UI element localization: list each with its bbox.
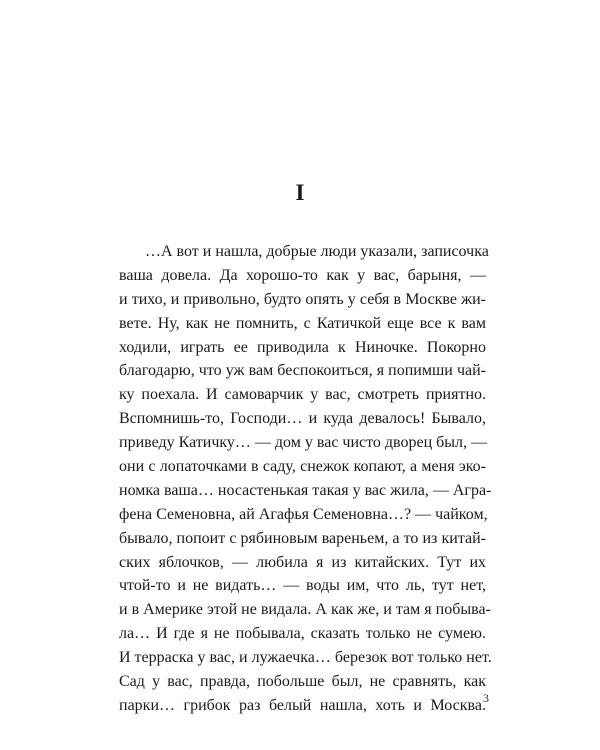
text-line: ку поехала. И самоварчик у вас, смотреть приятно. — [119, 386, 486, 404]
text-line: Сад у вас, правда, побольше был, не сравнять, как — [119, 673, 486, 691]
text-line: они с лопаточками в саду, снежок копают, а меня эко- — [119, 458, 486, 476]
chapter-heading: I — [295, 180, 305, 205]
text-line: ваша довела. Да хорошо-то как у вас, барыня, — — [119, 266, 486, 284]
text-line: номка ваша… носастенькая такая у вас жила, — Агра- — [119, 481, 492, 499]
text-line: благодарю, что уж вам беспокоиться, я попимши чай- — [119, 362, 486, 380]
text-line: ских яблочков, — любила я из китайских. Тут их — [119, 553, 486, 571]
text-line: парки… грибок раз белый нашла, хоть и Москва. — [119, 696, 486, 714]
text-line: ла… И где я не побывала, сказать только не сумею. — [119, 625, 486, 643]
text-line: вете. Ну, как не помнить, с Катичкой еще все к вам — [119, 314, 486, 332]
text-line: бывало, попоит с рябиновым вареньем, а то из китай- — [119, 529, 486, 547]
text-line: фена Семеновна, ай Агафья Семеновна…? — чайком, — [119, 505, 488, 523]
text-line: Вспомнишь-то, Господи… и куда девалось! Бывало, — [119, 410, 486, 428]
text-line: и тихо, и привольно, будто опять у себя в Москве жи- — [119, 290, 486, 308]
text-line: приведу Катичку… — дом у вас чисто дворец был, — — [119, 434, 488, 452]
body-text — [119, 240, 492, 718]
text-line: И терраска у вас, и лужаечка… березок вот только нет. — [119, 649, 492, 667]
text-line: чтой-то и не видать… — воды им, что ль, тут нет, — [119, 577, 486, 595]
text-line: …А вот и нашла, добрые люди указали, записочка — [145, 243, 489, 260]
page-number: 3 — [483, 691, 489, 705]
text-line: и в Америке этой не видала. А как же, и там я побыва- — [119, 601, 491, 619]
text-line: ходили, играть ее приводила к Ниночке. Покорно — [119, 338, 486, 356]
